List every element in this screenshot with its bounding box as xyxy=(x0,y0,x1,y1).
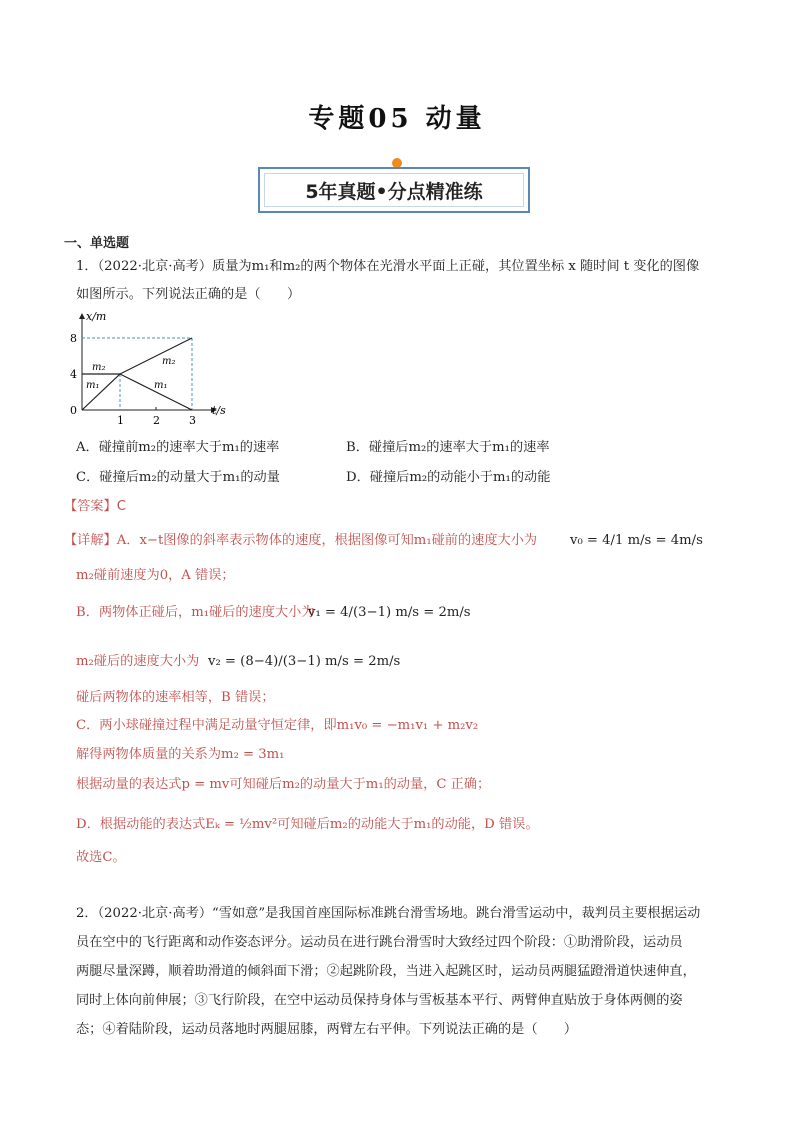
x-tick-1: 1 xyxy=(117,414,124,427)
detail-line-7: 解得两物体质量的关系为m₂ = 3m₁ xyxy=(76,747,285,762)
section-heading: 一、单选题 xyxy=(64,236,130,251)
q2-stem xyxy=(76,899,736,1044)
q1-stem-line1: 1．（2022·北京·高考）质量为m₁和m₂的两个物体在光滑水平面上正碰，其位置坐标 x 随时间 t 变化的图像 xyxy=(76,259,700,274)
label-m2-before: m₂ xyxy=(92,362,106,373)
q1-option-a: A．碰撞前m₂的速率大于m₁的速率 xyxy=(76,440,280,455)
detail-formula-v2: v₂ = (8−4)/(3−1) m/s = 2m/s xyxy=(208,654,401,669)
q1-option-c: C．碰撞后m₂的动量大于m₁的动量 xyxy=(76,470,280,485)
detail-line-9: D．根据动能的表达式Eₖ = ½mv²可知碰后m₂的动能大于m₁的动能，D 错误。 xyxy=(76,817,539,832)
y-axis-label: x/m xyxy=(86,310,107,323)
banner-text: 5年真题•分点精准练 xyxy=(305,180,483,203)
q1-graph xyxy=(66,308,246,428)
q1-stem-line2: 如图所示。下列说法正确的是（ ） xyxy=(76,287,301,302)
detail-line-3: B．两物体正碰后，m₁碰后的速度大小为 xyxy=(76,605,315,620)
label-m2-after: m₂ xyxy=(162,356,176,367)
label-m1-after: m₁ xyxy=(154,380,168,391)
detail-formula-v1: v₁ = 4/(3−1) m/s = 2m/s xyxy=(308,605,471,620)
detail-line-8: 根据动量的表达式p = mv可知碰后m₂的动量大于m₁的动量，C 正确； xyxy=(76,777,491,792)
x-axis-label: t/s xyxy=(212,404,226,417)
y-tick-8: 8 xyxy=(70,332,77,345)
q2-line: 两腿尽量深蹲，顺着助滑道的倾斜面下滑；②起跳阶段，当进入起跳区时，运动员两腿猛蹬滑道快速伸直， xyxy=(76,964,696,979)
detail-line-2: m₂碰前速度为0，A 错误； xyxy=(76,568,235,583)
label-m1-before: m₁ xyxy=(86,380,100,391)
page-title: 专题05 动量 xyxy=(308,104,486,134)
q2-line: 同时上体向前伸展；③飞行阶段，在空中运动员保持身体与雪板基本平行、两臂伸直贴放于身体两侧的姿 xyxy=(76,993,683,1008)
q1-answer: 【答案】C xyxy=(64,499,126,514)
q2-line: 2．（2022·北京·高考）“雪如意”是我国首座国际标准跳台滑雪场地。跳台滑雪运动中，裁判员主要根据运动 xyxy=(76,906,701,921)
detail-line-6: C．两小球碰撞过程中满足动量守恒定律，即m₁v₀ = −m₁v₁ + m₂v₂ xyxy=(76,718,479,733)
q2-line: 态；④着陆阶段，运动员落地时两腿屈膝，两臂左右平伸。下列说法正确的是（ ） xyxy=(76,1022,578,1037)
detail-line-1: 【详解】A．x−t图像的斜率表示物体的速度，根据图像可知m₁碰前的速度大小为 xyxy=(64,533,538,548)
banner xyxy=(258,167,530,213)
x-tick-2: 2 xyxy=(153,414,160,427)
q1-option-d: D．碰撞后m₂的动能小于m₁的动能 xyxy=(346,470,551,485)
detail-line-5: 碰后两物体的速率相等，B 错误； xyxy=(76,690,275,705)
y-tick-0: 0 xyxy=(70,404,77,417)
detail-formula-v0: v₀ = 4/1 m/s = 4m/s xyxy=(570,533,703,548)
q1-option-b: B．碰撞后m₂的速率大于m₁的速率 xyxy=(346,440,550,455)
detail-line-4: m₂碰后的速度大小为 xyxy=(76,654,200,669)
x-tick-3: 3 xyxy=(189,414,196,427)
detail-line-10: 故选C。 xyxy=(76,850,126,865)
y-tick-4: 4 xyxy=(70,368,77,381)
q2-line: 员在空中的飞行距离和动作姿态评分。运动员在进行跳台滑雪时大致经过四个阶段：①助滑阶段，运动员 xyxy=(76,935,683,950)
m2-after xyxy=(120,338,192,374)
